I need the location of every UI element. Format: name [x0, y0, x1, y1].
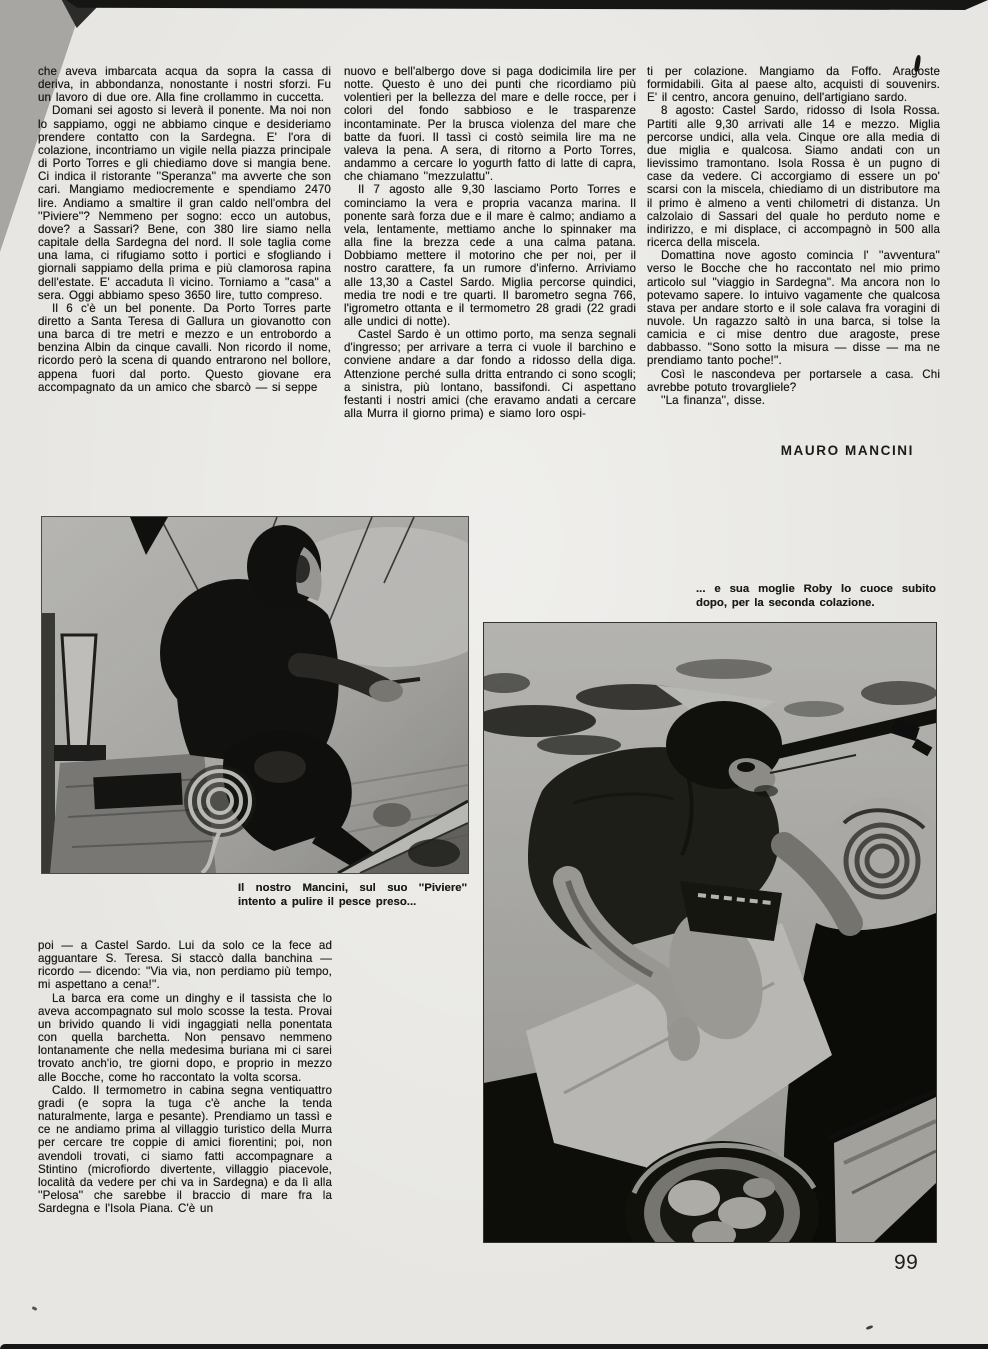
paragraph: Caldo. Il termometro in cabina segna ventiquattro gradi (e sopra la tuga c'è anche la tenda naturalmente, larga e pesante). Prendiamo un tassì e ce ne andiamo prima al villaggio turistico della Murra per cercare tre coppie di amici fiorentini; poi, non avendoli trovati, ci siamo fatti accompagnare a Stintino (microfiordo divertente, villaggio piacevole, località da vedere per chi va in Sardegna) e da lì alla ''Pelosa'' che sarebbe il braccio di mare fra la Sardegna e l'Isola Piana. C'è un	[38, 1083, 332, 1216]
paragraph: La barca era come un dinghy e il tassista che lo aveva accompagnato sul molo scosse la testa. Provai un brivido quando li vidi ingaggiati nella ponentata con quella barchetta. Non pensavo nemmeno lontanamente che nella medesima buriana mi ci sarei trovato anch'io, tre giorni dopo, e proprio in mezzo alle Bocche, come ho raccontato la volta scorsa.	[38, 991, 332, 1084]
paragraph: Il 6 c'è un bel ponente. Da Porto Torres parte diretto a Santa Teresa di Gallura un giovanotto con una barca di tre metri e mezzo e un entrobordo a benzina Albin da cinque cavalli. Non ricordo il nome, ricordo però la scena di quando entrarono nel bollore, appena fuori dal porto. Questo giovane era accompagnato da un amico che sbarcò — si seppe	[38, 301, 331, 394]
top-edge-strip	[66, 0, 988, 10]
paragraph: poi — a Castel Sardo. Lui da solo ce la fece ad agguantare S. Teresa. Si staccò dalla banchina — ricordo — dicendo: ''Via via, non perdiamo più tempo, mi aspettano a cena!''.	[38, 939, 332, 992]
ink-speck	[32, 1306, 38, 1311]
article-column-1	[38, 65, 331, 394]
article-column-3	[647, 65, 940, 407]
paragraph: che aveva imbarcata acqua da sopra la cassa di deriva, in abbondanza, nonostante i nostri sforzi. Fu un lavoro di due ore. Alla fine crollammo in cuccetta.	[38, 65, 331, 105]
article-bottom-column	[38, 939, 332, 1215]
paragraph: Castel Sardo è un ottimo porto, ma senza segnali d'ingresso; per arrivare a terra ci vuole il barchino e conviene andare a dar fondo a ridosso della diga. Attenzione perché sulla dritta entrando ci sono scogli; a sinistra, più lontano, bassifondi. Ci aspettano festanti i nostri amici (che eravamo andati a cercare alla Murra il giorno prima) e siamo loro ospi-	[344, 328, 636, 421]
photo-woman-cooking	[483, 622, 937, 1243]
paragraph: Così le nascondeva per portarsele a casa. Chi avrebbe potuto trovargliele?	[647, 367, 940, 394]
paragraph: Domattina nove agosto comincia l' ''avventura'' verso le Bocche che ho raccontato nel mio primo articolo sul ''viaggio in Sardegna''. Ma ancora non lo potevamo sapere. Io intuivo vagamente che qualcosa stava per andare storto e il sole calava fra voragini di nuvole. Un ragazzo saltò in una barca, si tolse la camicia e ci mise dentro due aragoste, prese dabbasso. ''Sono sotto la misura — disse — ma ne prendiamo tanto poche!''.	[647, 249, 940, 368]
paragraph: 8 agosto: Castel Sardo, ridosso di Isola Rossa. Partiti alle 9,30 arrivati alle 14 e mezzo. Miglia percorse undici, alla vela. Cinque ore alla media di due miglia e qualcosa. Siamo andati con un lievissimo tramontano. Isola Rossa è un pugno di case da vedere. Ci accorgiamo di essere un po' scarsi con la miscela, chiediamo di un distributore ma il primo è almeno a venti chilometri di distanza. Un calzolaio di Sassari del quale ho perduto nome e indirizzo, e mi displace, ci accompagnò in 500 alla ricerca della miscela.	[647, 104, 940, 250]
caption-left-photo: Il nostro Mancini, sul suo ''Piviere'' intento a pulire il pesce preso...	[238, 882, 467, 908]
photo-right-illustration	[484, 623, 936, 1242]
bottom-edge-strip	[0, 1344, 988, 1349]
photo-left-illustration	[42, 517, 468, 873]
paragraph: Il 7 agosto alle 9,30 lasciamo Porto Torres e cominciamo la vera e propria vacanza marina. Il ponente sarà forza due e il mare è calmo; andiamo a vela, lentamente, mettiamo anche lo spinnaker ma alla fine la brezza cede a una calma patana. Dobbiamo mettere il motorino che per noi, per il nostro carattere, fa un rumore d'inferno. Arriviamo alle 13,30 a Castel Sardo. Miglia percorse quindici, media tre nodi e tre quarti. Il barometro segna 766, l'igrometro ottanta e il termometro 28 gradi (22 gradi alle undici di notte).	[344, 183, 636, 328]
page-number: 99	[894, 1251, 919, 1274]
caption-right-photo: ... e sua moglie Roby lo cuoce subito dopo, per la seconda colazione.	[696, 583, 936, 609]
photo-man-cleaning-fish	[41, 516, 469, 874]
ink-speck	[866, 1325, 874, 1330]
paragraph: nuovo e bell'albergo dove si paga dodicimila lire per notte. Questo è uno dei punti che ricordiamo più volentieri per la bellezza del mare e delle rocce, per i colori del fondo sabbioso e le trasparenze incontaminate. Per la brusca violenza del mare che batte da fuori. Il tassì ci costò seimila lire ma ne valeva la pena. A sera, di ritorno a Porto Torres, andammo a cercare lo yogurth fatto di latte di capra, che chiamano ''mezzulattu''.	[344, 65, 636, 184]
article-column-2	[344, 65, 636, 420]
author-signature: MAURO MANCINI	[780, 443, 914, 458]
paragraph: ''La finanza'', disse.	[661, 393, 766, 407]
paragraph: Domani sei agosto si leverà il ponente. Ma noi non lo sappiamo, oggi ne abbiamo cinque e desideriamo prendere contatto con la Sardegna. E' l'ora di colazione, incontriamo un vigile nella piazza principale di Porto Torres e gli chiediamo dove si mangia bene. Ci indica il ristorante ''Speranza'' ma avverte che son cari. Mangiamo mediocremente e spendiamo 2470 lire. Andiamo a smaltire il gran caldo nell'ombra del ''Piviere''? Nemmeno per sogno: ecco un autobus, dove? a Sassari? Bene, con 380 lire siamo nella capitale della Sardegna del nord. Il sole taglia come una lama, ci rifugiamo sotto i portici e sfogliando i giornali sappiamo della prima e più clamorosa rapina dell'estate. E' accaduta lì vicino. Torniamo a ''casa'' a sera. Oggi abbiamo speso 3650 lire, tutto compreso.	[38, 104, 331, 302]
paragraph: ti per colazione. Mangiamo da Foffo. Aragoste formidabili. Gita al paese alto, acquisti di souvenirs. E' il centro, ancora genuino, dell'artigiano sardo.	[647, 65, 940, 105]
